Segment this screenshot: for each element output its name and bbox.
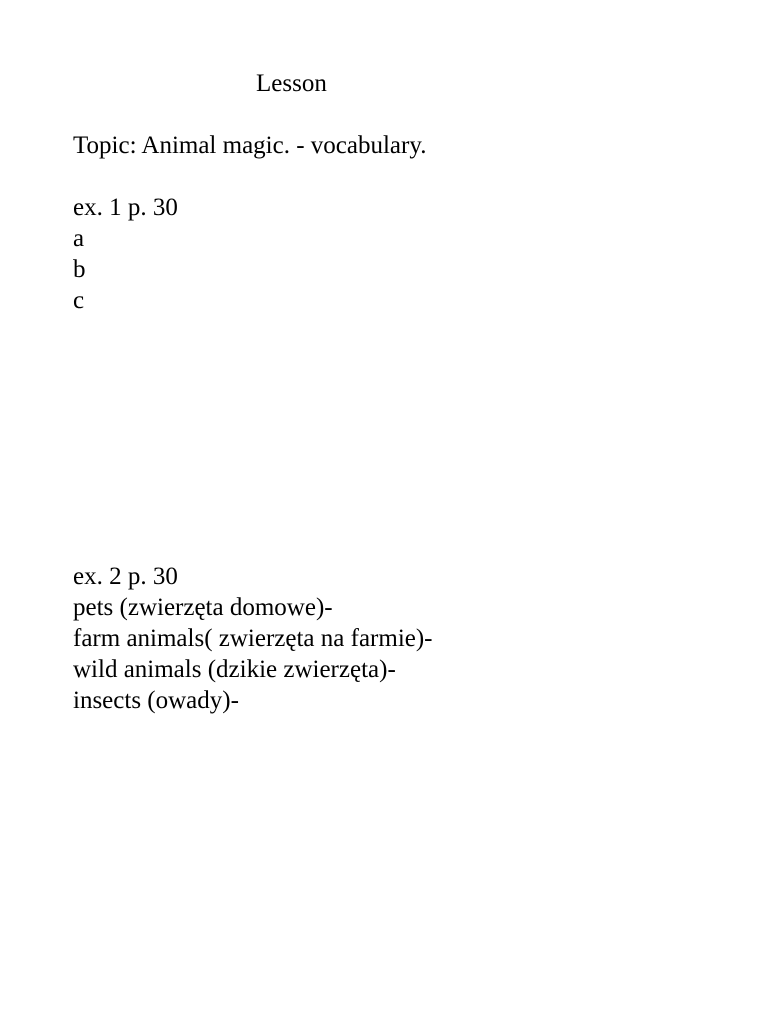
exercise-1-block — [73, 192, 178, 316]
exercise-2-block — [73, 561, 433, 716]
exercise-2-heading: ex. 2 p. 30 — [73, 563, 178, 590]
exercise-1-item-c: c — [73, 287, 85, 314]
exercise-1-item-a: a — [73, 225, 85, 252]
topic-line: Topic: Animal magic. - vocabulary. — [73, 132, 427, 159]
exercise-2-item-wild-animals: wild animals (dzikie zwierzęta)- — [73, 656, 396, 683]
exercise-2-item-pets: pets (zwierzęta domowe)- — [73, 594, 333, 621]
exercise-2-item-farm-animals: farm animals( zwierzęta na farmie)- — [73, 625, 433, 652]
exercise-1-heading: ex. 1 p. 30 — [73, 194, 178, 221]
exercise-1-item-b: b — [73, 256, 86, 283]
document-title: Lesson — [256, 70, 327, 97]
exercise-2-item-insects: insects (owady)- — [73, 687, 239, 714]
